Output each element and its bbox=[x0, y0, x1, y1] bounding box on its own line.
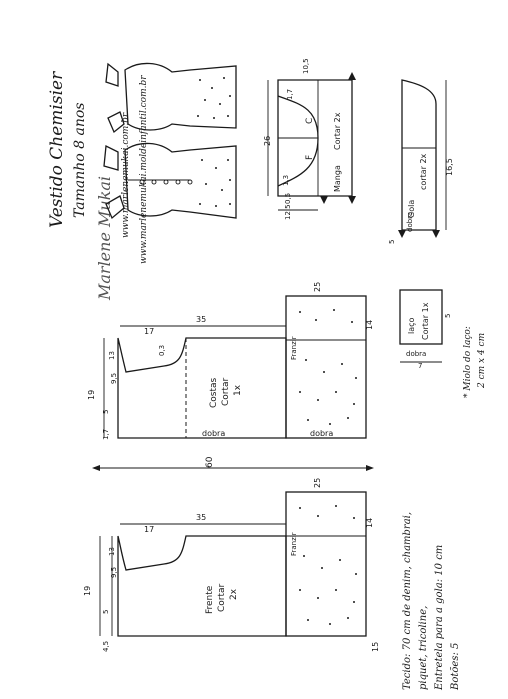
measure-15-front: 15 bbox=[371, 641, 380, 652]
measure-13-front: 13 bbox=[108, 547, 116, 556]
measure-9-5-back: 9,5 bbox=[110, 372, 118, 384]
back-count-label: 1x bbox=[233, 384, 243, 396]
front-skirt-pattern bbox=[286, 478, 380, 652]
collar-name-label: Gola bbox=[407, 199, 416, 218]
dress-back-dots bbox=[197, 77, 231, 119]
measure-0-3-back: 0,3 bbox=[158, 344, 166, 356]
materials-line-1: Tecido: 70 cm de denim, chambrai, bbox=[402, 511, 413, 690]
materials-block bbox=[402, 512, 461, 691]
sleeve-cut-label: Cortar 2x bbox=[333, 112, 342, 150]
measure-5-front: 5 bbox=[102, 609, 110, 614]
measure-7-bow: 7 bbox=[418, 362, 423, 370]
title-block bbox=[47, 71, 88, 228]
sleeve-pattern bbox=[263, 58, 356, 220]
back-name-label: Costas bbox=[209, 377, 219, 408]
back-skirt-pattern bbox=[286, 282, 374, 438]
back-cut-label: Cortar bbox=[221, 377, 231, 406]
measure-19-back: 19 bbox=[87, 389, 96, 400]
measure-5-bow: 5 bbox=[444, 313, 452, 318]
website-block bbox=[121, 75, 149, 264]
title-text: Vestido Chemisier bbox=[47, 71, 67, 228]
sleeve-name-label: Manga bbox=[333, 165, 342, 192]
measure-12-5: 12,5 bbox=[284, 204, 292, 220]
measure-5-back: 5 bbox=[102, 409, 110, 414]
dress-front-dots bbox=[199, 159, 231, 207]
measure-0-5: 0,5 bbox=[284, 192, 292, 204]
measure-9-5-front: 9,5 bbox=[110, 566, 118, 578]
measure-1-3: 1,3 bbox=[282, 174, 290, 186]
bow-cut-label: Cortar 1x bbox=[421, 302, 430, 340]
measure-14-front: 14 bbox=[365, 517, 374, 528]
front-cut-label: Cortar bbox=[217, 583, 227, 612]
front-skirt-dots bbox=[299, 505, 357, 625]
measure-16-5: 16,5 bbox=[445, 158, 454, 176]
measure-1-7-back: 1,7 bbox=[102, 428, 110, 440]
measure-4-5-front: 4,5 bbox=[102, 640, 110, 652]
measure-19-front: 19 bbox=[83, 585, 92, 596]
bow-fold-label: dobra bbox=[406, 350, 427, 358]
measure-1-7: 1,7 bbox=[286, 88, 294, 100]
materials-line-4: Botões: 5 bbox=[450, 642, 461, 690]
back-bodice-pattern bbox=[87, 315, 286, 440]
subtitle-text: Tamanho 8 anos bbox=[72, 102, 88, 218]
measure-35-front: 35 bbox=[196, 513, 207, 522]
front-bodice-pattern bbox=[83, 513, 286, 652]
website-line-2: www.marlenemukai.moldeinfantil.com.br bbox=[139, 75, 149, 264]
measure-5-collar: 5 bbox=[388, 239, 396, 244]
measure-35-back: 35 bbox=[196, 315, 207, 324]
measure-14-back: 14 bbox=[365, 319, 374, 330]
measure-60: 60 bbox=[205, 456, 215, 468]
measure-60-line bbox=[92, 456, 374, 471]
measure-13-back: 13 bbox=[108, 351, 116, 360]
back-franzir-label: Franzir bbox=[290, 336, 298, 360]
website-line-1: www.marlenemukai.com.br bbox=[121, 112, 131, 238]
front-count-label: 2x bbox=[229, 588, 239, 600]
bow-note-line-1: * Miolo do laço: bbox=[463, 326, 473, 398]
collar-cut-label: cortar 2x bbox=[419, 153, 428, 190]
bow-name-label: laço bbox=[407, 317, 416, 334]
back-skirt-dots bbox=[299, 309, 357, 425]
measure-25-front: 25 bbox=[313, 477, 322, 488]
measure-17-back: 17 bbox=[144, 327, 155, 336]
back-fold-label: dobra bbox=[202, 429, 226, 438]
sleeve-label-c: C bbox=[305, 117, 315, 124]
back-skirt-fold-label: dobra bbox=[310, 429, 334, 438]
front-franzir-label: Franzir bbox=[290, 532, 298, 556]
sleeve-label-f: F bbox=[305, 154, 315, 160]
materials-line-2: piquet, tricoline, bbox=[418, 605, 429, 690]
front-name-label: Frente bbox=[205, 585, 215, 614]
bow-note-line-2: 2 cm x 4 cm bbox=[477, 332, 487, 388]
collar-fold-label: dobra bbox=[406, 211, 414, 232]
materials-line-3: Entretela para a gola: 10 cm bbox=[434, 544, 445, 690]
collar-pattern bbox=[388, 80, 454, 244]
bow-pattern bbox=[400, 290, 487, 398]
signature-block bbox=[95, 176, 114, 301]
measure-17-front: 17 bbox=[144, 525, 155, 534]
signature-text: Marlene Mukai bbox=[95, 175, 114, 300]
measure-25-back: 25 bbox=[313, 281, 322, 292]
measure-26: 26 bbox=[263, 135, 272, 146]
measure-10-5: 10,5 bbox=[302, 58, 310, 74]
